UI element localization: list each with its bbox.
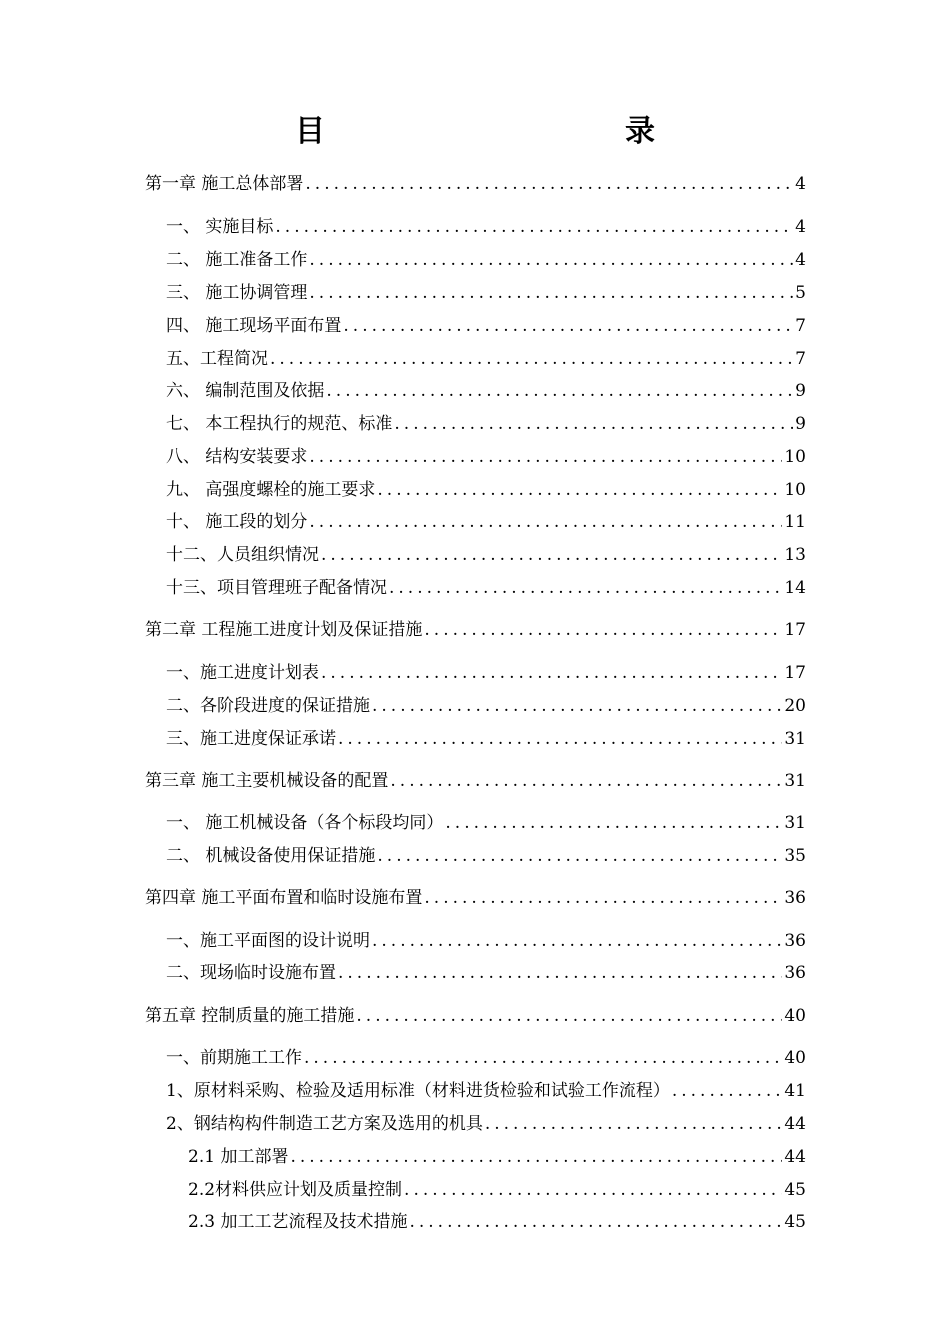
toc-chapter-entry[interactable]	[145, 886, 806, 910]
toc-page-number: 9	[795, 414, 806, 434]
toc-page-number: 45	[784, 1212, 806, 1232]
toc-entry-label: 八、 结构安装要求	[166, 447, 308, 467]
toc-entry-label: 第三章 施工主要机械设备的配置	[145, 771, 389, 791]
toc-page-number: 35	[784, 846, 806, 866]
toc-entry-label: 一、前期施工工作	[166, 1048, 302, 1068]
toc-entry-label: 五、工程简况	[166, 349, 268, 369]
toc-chapter-entry[interactable]	[145, 172, 806, 196]
toc-entry-label: 2.2材料供应计划及质量控制	[188, 1180, 403, 1200]
toc-section-entry[interactable]	[188, 1210, 806, 1234]
toc-page-number: 13	[784, 545, 806, 565]
toc-entry-label: 二、现场临时设施布置	[166, 963, 336, 983]
toc-dot-leader	[321, 661, 782, 685]
toc-dot-leader	[424, 618, 782, 642]
toc-dot-leader	[390, 769, 782, 793]
toc-title: 目 录	[295, 114, 735, 149]
toc-page-number: 17	[784, 663, 806, 683]
toc-section-entry[interactable]	[166, 478, 806, 502]
toc-entry-label: 第二章 工程施工进度计划及保证措施	[145, 620, 423, 640]
toc-section-entry[interactable]	[166, 347, 806, 371]
toc-dot-leader	[326, 379, 793, 403]
toc-entry-label: 四、 施工现场平面布置	[166, 316, 342, 336]
toc-section-entry[interactable]	[166, 314, 806, 338]
toc-entry-label: 2、钢结构构件制造工艺方案及选用的机具	[166, 1114, 483, 1134]
toc-entry-label: 六、 编制范围及依据	[166, 381, 325, 401]
toc-chapter-entry[interactable]	[145, 618, 806, 642]
toc-section-entry[interactable]	[166, 961, 806, 985]
toc-dot-leader	[309, 281, 793, 305]
toc-section-entry[interactable]	[166, 445, 806, 469]
toc-page-number: 17	[784, 620, 806, 640]
toc-dot-leader	[338, 727, 782, 751]
toc-dot-leader	[305, 172, 793, 196]
toc-section-entry[interactable]	[166, 727, 806, 751]
toc-page-number: 44	[784, 1147, 806, 1167]
toc-page-number: 36	[784, 931, 806, 951]
toc-section-entry[interactable]	[166, 379, 806, 403]
toc-dot-leader	[672, 1079, 783, 1103]
toc-page-number: 10	[784, 480, 806, 500]
toc-dot-leader	[424, 886, 782, 910]
toc-entry-label: 三、施工进度保证承诺	[166, 729, 336, 749]
toc-dot-leader	[409, 1210, 782, 1234]
toc-page-number: 5	[795, 283, 806, 303]
toc-entry-label: 三、 施工协调管理	[166, 283, 308, 303]
toc-page-number: 4	[795, 250, 806, 270]
toc-section-entry[interactable]	[166, 543, 806, 567]
toc-dot-leader	[321, 543, 782, 567]
toc-section-entry[interactable]	[166, 1079, 806, 1103]
toc-entry-label: 二、各阶段进度的保证措施	[166, 696, 370, 716]
toc-dot-leader	[485, 1112, 783, 1136]
toc-chapter-entry[interactable]	[145, 769, 806, 793]
toc-dot-leader	[372, 694, 782, 718]
toc-entry-label: 一、施工进度计划表	[166, 663, 319, 683]
toc-section-entry[interactable]	[166, 694, 806, 718]
toc-page-number: 9	[795, 381, 806, 401]
toc-dot-leader	[404, 1178, 782, 1202]
toc-entry-label: 十、 施工段的划分	[166, 512, 308, 532]
toc-page-number: 31	[784, 813, 806, 833]
toc-section-entry[interactable]	[166, 215, 806, 239]
toc-page-number: 31	[784, 771, 806, 791]
toc-dot-leader	[304, 1046, 782, 1070]
toc-dot-leader	[309, 445, 782, 469]
toc-entry-label: 二、 机械设备使用保证措施	[166, 846, 376, 866]
toc-section-entry[interactable]	[166, 576, 806, 600]
toc-entry-label: 九、 高强度螺栓的施工要求	[166, 480, 376, 500]
toc-dot-leader	[372, 929, 782, 953]
toc-page-number: 14	[784, 578, 806, 598]
toc-section-entry[interactable]	[166, 844, 806, 868]
toc-dot-leader	[377, 478, 782, 502]
toc-page-number: 20	[784, 696, 806, 716]
toc-dot-leader	[309, 510, 782, 534]
toc-dot-leader	[275, 215, 793, 239]
toc-entry-label: 七、 本工程执行的规范、标准	[166, 414, 393, 434]
toc-dot-leader	[389, 576, 782, 600]
toc-section-entry[interactable]	[166, 412, 806, 436]
toc-entry-label: 2.1 加工部署	[188, 1147, 289, 1167]
toc-entry-label: 1、原材料采购、检验及适用标准（材料进货检验和试验工作流程）	[166, 1081, 670, 1101]
toc-dot-leader	[356, 1004, 782, 1028]
toc-entry-label: 十三、项目管理班子配备情况	[166, 578, 387, 598]
toc-dot-leader	[309, 248, 793, 272]
toc-page-number: 7	[795, 316, 806, 336]
toc-entry-label: 十二、人员组织情况	[166, 545, 319, 565]
toc-page-number: 41	[784, 1081, 806, 1101]
toc-dot-leader	[445, 811, 782, 835]
toc-dot-leader	[270, 347, 793, 371]
toc-page-number: 4	[795, 217, 806, 237]
toc-dot-leader	[394, 412, 793, 436]
toc-section-entry[interactable]	[166, 661, 806, 685]
toc-page-number: 36	[784, 963, 806, 983]
toc-page-number: 40	[784, 1048, 806, 1068]
toc-section-entry[interactable]	[166, 1046, 806, 1070]
toc-page-number: 40	[784, 1006, 806, 1026]
toc-section-entry[interactable]	[188, 1178, 806, 1202]
toc-entry-label: 2.3 加工工艺流程及技术措施	[188, 1212, 408, 1232]
toc-section-entry[interactable]	[166, 281, 806, 305]
toc-section-entry[interactable]	[166, 1112, 806, 1136]
toc-dot-leader	[377, 844, 782, 868]
toc-page-number: 36	[784, 888, 806, 908]
toc-section-entry[interactable]	[188, 1145, 806, 1169]
toc-page-number: 45	[784, 1180, 806, 1200]
toc-entry-label: 第一章 施工总体部署	[145, 174, 304, 194]
toc-entry-label: 一、施工平面图的设计说明	[166, 931, 370, 951]
toc-page-number: 7	[795, 349, 806, 369]
toc-page-number: 4	[795, 174, 806, 194]
toc-page-number: 11	[784, 512, 806, 532]
toc-page-number: 31	[784, 729, 806, 749]
toc-entry-label: 第五章 控制质量的施工措施	[145, 1006, 355, 1026]
toc-page-number: 44	[784, 1114, 806, 1134]
toc-entry-label: 二、 施工准备工作	[166, 250, 308, 270]
toc-chapter-entry[interactable]	[145, 1004, 806, 1028]
toc-dot-leader	[290, 1145, 782, 1169]
toc-dot-leader	[343, 314, 793, 338]
toc-section-entry[interactable]	[166, 510, 806, 534]
toc-entry-label: 一、 施工机械设备（各个标段均同）	[166, 813, 444, 833]
toc-entry-label: 第四章 施工平面布置和临时设施布置	[145, 888, 423, 908]
toc-section-entry[interactable]	[166, 248, 806, 272]
toc-dot-leader	[338, 961, 782, 985]
toc-section-entry[interactable]	[166, 811, 806, 835]
toc-entry-label: 一、 实施目标	[166, 217, 274, 237]
toc-page-number: 10	[784, 447, 806, 467]
toc-section-entry[interactable]	[166, 929, 806, 953]
